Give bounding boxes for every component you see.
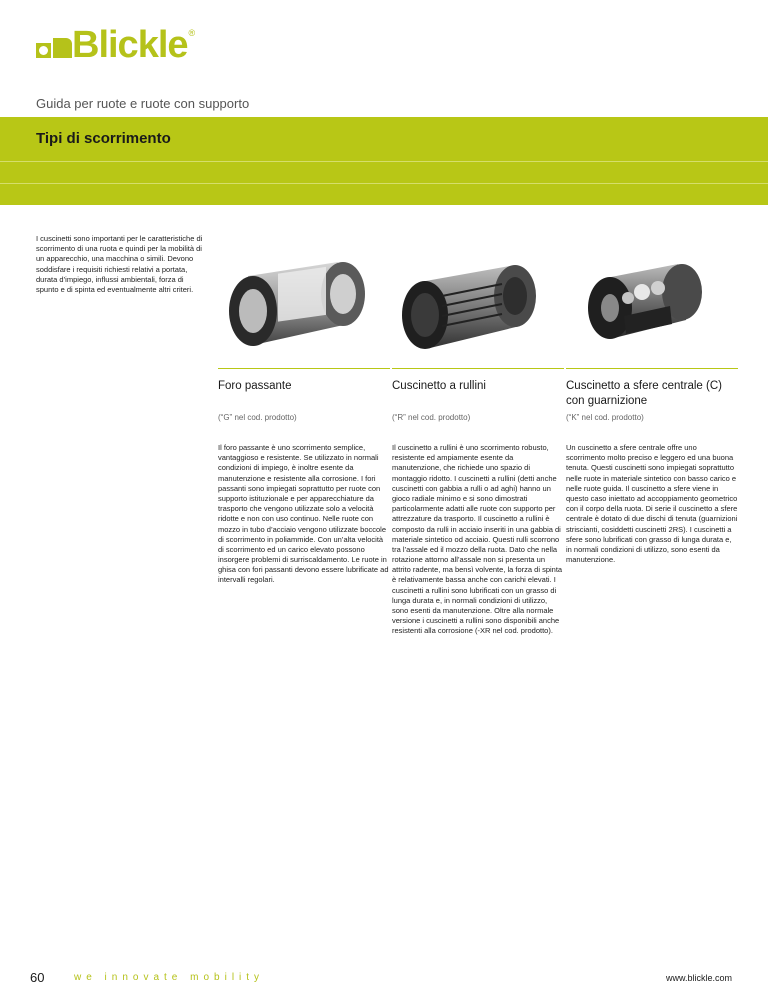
- column-rule: [218, 368, 390, 369]
- column-rule: [566, 368, 738, 369]
- column-title: Cuscinetto a sfere centrale (C) con guarnizione: [566, 380, 722, 407]
- logo-text: Blickle: [72, 24, 188, 66]
- column-ball-bearing: [566, 368, 738, 565]
- blickle-logo: [36, 26, 195, 64]
- guide-subtitle: Guida per ruote e ruote con supporto: [36, 96, 250, 111]
- intro-text: I cuscinetti sono importanti per le caratteristiche di scorrimento di una ruota e quindi per la mobilità di un apparecchio, una macchina o simili. Devono soddisfare i requisiti richiesti relativi a portata, durata d’impiego, influssi ambientali, forza di spunto e di spinta ed eventualmente altri criteri.: [36, 234, 203, 294]
- column-rule: [392, 368, 564, 369]
- page-number: 60: [30, 970, 45, 985]
- band-divider: [0, 183, 768, 184]
- roller-bearing-image: [392, 248, 548, 368]
- column-plain-bore: [218, 368, 390, 586]
- column-body: Il foro passante è uno scorrimento semplice, vantaggioso e resistente. Se utilizzato in normali condizioni di impiego, è inoltre esente da manutenzione e resistente alla corrosione. I fori passanti sono impiegati soprattutto per ruote con supporto istituzionale e per apparecchiature da trasporto che vengono utilizzate solo a velocità ridotte e non con uso continuo. Nelle ruote con mozzo in tubo d’acciaio vengono utilizzate boccole di scorrimento in poliammide. Con un’alta velocità di scorrimento ed un carico elevato possono insorgere problemi di surriscaldamento. Le ruote in ghisa con fori passanti devono essere lubrificate ad intervalli regolari.: [218, 443, 389, 585]
- logo-mark-icon: [36, 28, 70, 62]
- tagline: we innovate mobility: [74, 972, 265, 983]
- registered-mark: ®: [188, 28, 196, 38]
- column-title: Cuscinetto a rullini: [392, 380, 486, 392]
- column-body: Il cuscinetto a rullini è uno scorrimento robusto, resistente ed ampiamente esente da manutenzione, che richiede uno spazio di montaggio ridotto. I cuscinetti a rullini (detti anche cuscinetti con gabbia a rulli o ad aghi) hanno un gioco radiale minimo e si sono dimostrati particolarmente adatti alle ruote con supporto per attrezzature da trasporto. Il cuscinetto a rullini è composto da rulli in acciaio inseriti in una gabbia di materiale sintetico od acciaio. Questi rulli scorrono tra l’assale ed il mozzo della ruota. Dato che nella rotazione attorno all’assale non si presenta un attrito radente, ma bensì volvente, la forza di spinta è relativamente bassa anche con carichi elevati. I cuscinetti a rullini sono lubrificati con un grasso di lunga durata e, in normali condizioni di utilizzo, sono esenti da manutenzione. Oltre alla normale versione i cuscinetti a rullini sono disponibili anche resistenti alla corrosione (-XR nel cod. prodotto).: [392, 443, 563, 636]
- page-title: Tipi di scorrimento: [36, 130, 171, 147]
- plain-bore-image: [218, 248, 374, 368]
- product-code: (“K” nel cod. prodotto): [566, 413, 644, 422]
- product-code: (“R” nel cod. prodotto): [392, 413, 471, 422]
- ball-bearing-image: [566, 248, 722, 368]
- website-link[interactable]: www.blickle.com: [665, 973, 732, 983]
- column-body: Un cuscinetto a sfere centrale offre uno scorrimento molto preciso e leggero ed una buona tenuta. Questi cuscinetti sono impiegati soprattutto nelle ruote in materiale sintetico con basso carico e nelle ruote guida. Il cuscinetto a sfere viene in questo caso iniettato ad accoppiamento geometrico con il corpo della ruota. Di serie il cuscinetto a sfere centrale è dotato di due dischi di tenuta (guarnizioni striscianti, cosiddetti cuscinetti 2RS). I cuscinetti a sfere sono lubrificati con grasso di lunga durata e, in normali condizioni di utilizzo, sono esenti da manutenzione.: [566, 443, 738, 565]
- column-roller-bearing: [392, 368, 564, 637]
- band-divider: [0, 161, 768, 162]
- product-code: (“G” nel cod. prodotto): [218, 413, 297, 422]
- column-title: Foro passante: [218, 380, 292, 392]
